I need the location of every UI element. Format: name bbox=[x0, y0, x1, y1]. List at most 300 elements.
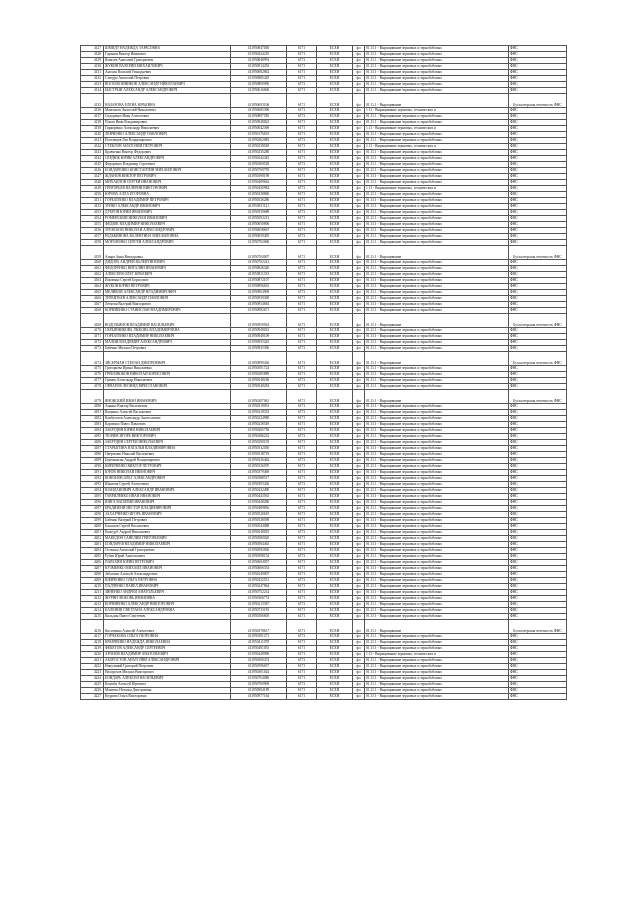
cell-person-type: фл bbox=[353, 530, 365, 536]
cell-activity: 01.11.1 - Выращивание зерновых и зернобобовых bbox=[365, 434, 509, 440]
cell-row-number: 4205 bbox=[81, 554, 104, 560]
cell-code: 6171 bbox=[287, 422, 317, 428]
cell-person-type: фл bbox=[353, 554, 365, 560]
cell-source: ФНС bbox=[509, 266, 567, 272]
cell-taxpayer-name: Бережнягин Андрей Владимирович bbox=[104, 458, 231, 464]
cell-taxpayer-name: Попов Иван Владимирович bbox=[104, 120, 231, 126]
cell-activity: 01.11.1 - Выращивание зерновых и зернобобовых bbox=[365, 296, 509, 302]
cell-activity: 01.11.1 - Выращивание зерновых и зернобобовых bbox=[365, 120, 509, 126]
cell-code: 6171 bbox=[287, 88, 317, 94]
cell-row-number: 4184 bbox=[81, 428, 104, 434]
cell-person-type: фл bbox=[353, 458, 365, 464]
cell-taxpayer-name: ДИДОРА АНДРЕЙ ВАЛЕНТИНОВИЧ bbox=[104, 260, 231, 266]
cell-tax-regime: ЕСХН bbox=[317, 518, 353, 524]
cell-inn: 411950448286 bbox=[231, 500, 287, 506]
cell-tax-regime: ЕСХН bbox=[317, 222, 353, 228]
cell-tax-regime: ЕСХН bbox=[317, 94, 353, 108]
cell-inn: 411950985425 bbox=[231, 76, 287, 82]
cell-activity: 01.11.1 - Выращивание зерновых и зернобобовых bbox=[365, 682, 509, 688]
cell-person-type: фл bbox=[353, 404, 365, 410]
cell-source: ФНС bbox=[509, 186, 567, 192]
cell-inn: 411950336070 bbox=[231, 464, 287, 470]
cell-code: 6171 bbox=[287, 390, 317, 404]
cell-inn: 411950702060 bbox=[231, 240, 287, 246]
cell-row-number: 4221 bbox=[81, 658, 104, 664]
cell-tax-regime: ЕСХН bbox=[317, 114, 353, 120]
cell-source: ФНС bbox=[509, 416, 567, 422]
cell-activity: 01.11.1 - Выращивание зерновых и зернобобовых bbox=[365, 440, 509, 446]
cell-activity: 01.11.1 - Выращивание зерновых и зернобобовых bbox=[365, 278, 509, 284]
cell-taxpayer-name: Гиркоренко Александр Николаевич bbox=[104, 126, 231, 132]
cell-code: 6171 bbox=[287, 608, 317, 614]
cell-inn: 411950262085 bbox=[231, 138, 287, 144]
cell-taxpayer-name: ШМИДТ НАДЕЖДА ТАРАСОВНА bbox=[104, 46, 231, 52]
cell-taxpayer-name: КИРИЧЕНКО ВИКТОР ПЕТРОВИЧ bbox=[104, 464, 231, 470]
cell-source bbox=[509, 246, 567, 260]
cell-code: 6171 bbox=[287, 458, 317, 464]
cell-taxpayer-name: РАДЬКИНОВА ВАЛЕНТИНА МИХАЙЛОВНА bbox=[104, 234, 231, 240]
cell-person-type: фл bbox=[353, 590, 365, 596]
cell-inn: 411950411078 bbox=[231, 640, 287, 646]
cell-activity: 01.11.1 - Выращивание зерновых и зернобобовых bbox=[365, 404, 509, 410]
cell-tax-regime: ЕСХН bbox=[317, 168, 353, 174]
cell-inn: 4119508470З0 bbox=[231, 46, 287, 52]
cell-person-type: фл bbox=[353, 578, 365, 584]
cell-tax-regime: ЕСХН bbox=[317, 334, 353, 340]
cell-row-number: 4177 bbox=[81, 378, 104, 384]
cell-person-type: фл bbox=[353, 422, 365, 428]
cell-code: 6171 bbox=[287, 640, 317, 646]
cell-code: 6171 bbox=[287, 108, 317, 114]
cell-row-number: 4199 bbox=[81, 518, 104, 524]
cell-person-type: фл bbox=[353, 64, 365, 70]
cell-code: 6171 bbox=[287, 46, 317, 52]
cell-taxpayer-name: Федоренко Владимир Сергеевич bbox=[104, 162, 231, 168]
cell-row-number: 4141 bbox=[81, 138, 104, 144]
cell-tax-regime: ЕСХН bbox=[317, 260, 353, 266]
cell-person-type: фл bbox=[353, 464, 365, 470]
cell-tax-regime: ЕСХН bbox=[317, 554, 353, 560]
cell-tax-regime: ЕСХН bbox=[317, 620, 353, 634]
cell-source: ФНС bbox=[509, 608, 567, 614]
cell-activity: 01.11.1 - Выращивание зерновых и зернобобовых bbox=[365, 70, 509, 76]
cell-code: 6171 bbox=[287, 284, 317, 290]
cell-inn: 411950285889 bbox=[231, 372, 287, 378]
cell-person-type: фл bbox=[353, 174, 365, 180]
cell-activity: 01.11.1 - Выращивание зерновых и зернобобовых bbox=[365, 584, 509, 590]
cell-inn: 411950598154 bbox=[231, 554, 287, 560]
cell-tax-regime: ЕСХН bbox=[317, 542, 353, 548]
cell-row-number: 4172 bbox=[81, 340, 104, 346]
cell-row-number: 4190 bbox=[81, 464, 104, 470]
cell-code: 6171 bbox=[287, 578, 317, 584]
cell-tax-regime: ЕСХН bbox=[317, 422, 353, 428]
cell-code: 6171 bbox=[287, 664, 317, 670]
cell-row-number: 4213 bbox=[81, 602, 104, 608]
cell-tax-regime: ЕСХН bbox=[317, 144, 353, 150]
cell-person-type: фл bbox=[353, 138, 365, 144]
cell-source: ФНС bbox=[509, 640, 567, 646]
cell-code: 6171 bbox=[287, 94, 317, 108]
cell-row-number: 4223 bbox=[81, 670, 104, 676]
cell-taxpayer-name: Амара Анна Викторовна bbox=[104, 246, 231, 260]
cell-person-type: фл bbox=[353, 198, 365, 204]
cell-tax-regime: ЕСХН bbox=[317, 138, 353, 144]
cell-inn: 411950539688 bbox=[231, 210, 287, 216]
cell-source: ФНС bbox=[509, 524, 567, 530]
cell-inn: 411950897585 bbox=[231, 114, 287, 120]
cell-inn: 411950580020 bbox=[231, 536, 287, 542]
cell-source: ФНС bbox=[509, 378, 567, 384]
table-row bbox=[81, 352, 567, 366]
cell-person-type: фл bbox=[353, 428, 365, 434]
cell-source-text: Бухгалтерская отчетность ФНС bbox=[513, 254, 562, 259]
cell-source: ФНС bbox=[509, 512, 567, 518]
cell-taxpayer-name: ПАРАХИН ЮРИЙ ПЕТРОВИЧ bbox=[104, 560, 231, 566]
cell-source: ФНС bbox=[509, 554, 567, 560]
cell-code: 6171 bbox=[287, 590, 317, 596]
cell-activity: 01.11.1 - Выращивание bbox=[365, 352, 509, 366]
cell-code: 6171 bbox=[287, 372, 317, 378]
cell-inn: 411950593213 bbox=[231, 216, 287, 222]
cell-taxpayer-name: Шкатова Сергей Алексеевич bbox=[104, 482, 231, 488]
cell-code: 6171 bbox=[287, 228, 317, 234]
cell-tax-regime: ЕСХН bbox=[317, 524, 353, 530]
cell-person-type: фл bbox=[353, 452, 365, 458]
cell-row-number: 4195 bbox=[81, 494, 104, 500]
cell-code: 6171 bbox=[287, 64, 317, 70]
cell-code: 6171 bbox=[287, 410, 317, 416]
cell-tax-regime: ЕСХН bbox=[317, 372, 353, 378]
cell-person-type: фл bbox=[353, 602, 365, 608]
cell-inn: 411950238549 bbox=[231, 422, 287, 428]
cell-person-type: фл bbox=[353, 652, 365, 658]
cell-activity: 01.11.1 - Выращивание зерновых и зернобобовых bbox=[365, 560, 509, 566]
cell-person-type: фл bbox=[353, 470, 365, 476]
cell-row-number: 4161 bbox=[81, 266, 104, 272]
cell-code: 6171 bbox=[287, 378, 317, 384]
cell-activity: 01.11.1 - Выращивание зерновых и зернобобовых bbox=[365, 366, 509, 372]
cell-taxpayer-name: ЖУКИН ВАЛЕРИЙ МИХАЙЛОВИЧ bbox=[104, 64, 231, 70]
cell-inn: 411950982671 bbox=[231, 308, 287, 314]
cell-tax-regime: ЕСХН bbox=[317, 428, 353, 434]
cell-person-type: фл bbox=[353, 186, 365, 192]
cell-activity: 01.11.1 - Выращивание зерновых и зернобобовых bbox=[365, 150, 509, 156]
cell-activity: 01.11.1 - Выращивание зерновых и зернобобовых bbox=[365, 372, 509, 378]
cell-row-number: 4173 bbox=[81, 346, 104, 352]
cell-activity: 01.11.1 - Выращивание зерновых и зернобобовых bbox=[365, 572, 509, 578]
cell-person-type: фл bbox=[353, 94, 365, 108]
cell-row-number: 4225 bbox=[81, 682, 104, 688]
cell-tax-regime: ЕСХН bbox=[317, 240, 353, 246]
cell-inn: 411950702241 bbox=[231, 260, 287, 266]
cell-tax-regime: ЕСХН bbox=[317, 476, 353, 482]
cell-activity: 01.11.1 - Выращивание зерновых и зернобобовых bbox=[365, 694, 509, 700]
cell-inn: 411950269528 bbox=[231, 162, 287, 168]
cell-row-number: 4206 bbox=[81, 560, 104, 566]
cell-code: 6171 bbox=[287, 58, 317, 64]
cell-inn: 411950306605 bbox=[231, 614, 287, 620]
cell-person-type: фл bbox=[353, 246, 365, 260]
cell-taxpayer-name: СТЕКЛОВ АНАТОЛИЙ ПЕТРОВИЧ bbox=[104, 144, 231, 150]
cell-person-type: фл bbox=[353, 284, 365, 290]
cell-tax-regime: ЕСХН bbox=[317, 76, 353, 82]
cell-source: ФНС bbox=[509, 682, 567, 688]
cell-activity: 01.11.1 - Выращивание bbox=[365, 94, 509, 108]
cell-tax-regime: ЕСХН bbox=[317, 494, 353, 500]
cell-person-type: фл bbox=[353, 670, 365, 676]
cell-taxpayer-name: МЕЛИКОВ АЛЕКСАНДР ВЛАДИМИРОВИЧ bbox=[104, 290, 231, 296]
cell-taxpayer-name: Григорьева Ирина Николаевна bbox=[104, 366, 231, 372]
table-row bbox=[81, 694, 567, 700]
cell-tax-regime: ЕСХН bbox=[317, 204, 353, 210]
cell-row-number: 4171 bbox=[81, 334, 104, 340]
cell-taxpayer-name: КОНОНОВ ОЛЕГ АЛЕКСАНДРОВИЧ bbox=[104, 476, 231, 482]
cell-taxpayer-name: КРАВЧЕНКО НАДЕЖДА НИКОЛАЕВНА bbox=[104, 640, 231, 646]
cell-source: ФНС bbox=[509, 168, 567, 174]
cell-source: ФНС bbox=[509, 664, 567, 670]
cell-source: ФНС bbox=[509, 584, 567, 590]
cell-row-number: 4165 bbox=[81, 290, 104, 296]
cell-source: ФНС bbox=[509, 278, 567, 284]
cell-activity: 01.11.1 - Выращивание зерновых и зернобобовых bbox=[365, 162, 509, 168]
cell-source: ФНС bbox=[509, 174, 567, 180]
cell-inn: 411950949023 bbox=[231, 328, 287, 334]
cell-inn: 411950544088 bbox=[231, 524, 287, 530]
registry-table-container bbox=[80, 45, 566, 700]
cell-inn: 411950848993 bbox=[231, 58, 287, 64]
cell-activity: 01.11.1 - Выращивание зерновых и зернобобовых bbox=[365, 614, 509, 620]
cell-inn: 411950769969 bbox=[231, 682, 287, 688]
cell-inn: 411950312030 bbox=[231, 446, 287, 452]
cell-tax-regime: ЕСХН bbox=[317, 272, 353, 278]
cell-code: 6171 bbox=[287, 334, 317, 340]
cell-tax-regime: ЕСХН bbox=[317, 234, 353, 240]
cell-source: ФНС bbox=[509, 614, 567, 620]
cell-code: 6171 bbox=[287, 204, 317, 210]
cell-code: 6171 bbox=[287, 246, 317, 260]
cell-source: ФНС bbox=[509, 260, 567, 266]
cell-row-number: 4152 bbox=[81, 204, 104, 210]
cell-tax-regime: ЕСХН bbox=[317, 390, 353, 404]
cell-taxpayer-name: Кожедуб Андрей Николаевич bbox=[104, 530, 231, 536]
cell-activity: 01.11.1 - Выращивание зерновых и зернобобовых bbox=[365, 646, 509, 652]
cell-taxpayer-name: Манечко Наталья Дмитриевна bbox=[104, 688, 231, 694]
cell-code: 6171 bbox=[287, 278, 317, 284]
cell-tax-regime: ЕСХН bbox=[317, 614, 353, 620]
cell-taxpayer-name: Кисиченко Алексей Алексеевич bbox=[104, 620, 231, 634]
cell-code: 6171 bbox=[287, 240, 317, 246]
cell-source: ФНС bbox=[509, 284, 567, 290]
cell-source: ФНС bbox=[509, 652, 567, 658]
cell-tax-regime: ЕСХН bbox=[317, 340, 353, 346]
cell-source: ФНС bbox=[509, 156, 567, 162]
cell-person-type: фл bbox=[353, 88, 365, 94]
cell-taxpayer-name: ЗАБРУДИН СЕРГЕЙ НИКОЛАЕВИЧ bbox=[104, 440, 231, 446]
cell-source: ФНС bbox=[509, 602, 567, 608]
cell-tax-regime: ЕСХН bbox=[317, 150, 353, 156]
cell-activity: 01.11.1 - Выращивание зерновых и зернобобовых bbox=[365, 446, 509, 452]
cell-person-type: фл bbox=[353, 278, 365, 284]
cell-code: 6171 bbox=[287, 234, 317, 240]
cell-source: ФНС bbox=[509, 108, 567, 114]
cell-row-number: 4182 bbox=[81, 416, 104, 422]
cell-tax-regime: ЕСХН bbox=[317, 634, 353, 640]
cell-taxpayer-name: Стецура Анатолий Петрович bbox=[104, 76, 231, 82]
cell-tax-regime: ЕСХН bbox=[317, 352, 353, 366]
cell-inn: 411950265750 bbox=[231, 428, 287, 434]
cell-person-type: фл bbox=[353, 524, 365, 530]
cell-inn: 411950914292 bbox=[231, 64, 287, 70]
cell-activity: 01.11.1 - Выращивание зерновых и зернобобовых bbox=[365, 548, 509, 554]
cell-person-type: фл bbox=[353, 114, 365, 120]
cell-activity: 01.11.1 - Выращивание зерновых и зернобобовых bbox=[365, 530, 509, 536]
cell-inn: 411950954684 bbox=[231, 302, 287, 308]
cell-code: 6171 bbox=[287, 548, 317, 554]
cell-person-type: фл bbox=[353, 222, 365, 228]
cell-source: ФНС bbox=[509, 440, 567, 446]
cell-tax-regime: ЕСХН bbox=[317, 246, 353, 260]
cell-inn: 411950409662 bbox=[231, 180, 287, 186]
cell-inn: 411950481053 bbox=[231, 646, 287, 652]
cell-source: ФНС bbox=[509, 428, 567, 434]
cell-tax-regime: ЕСХН bbox=[317, 488, 353, 494]
cell-code: 6171 bbox=[287, 138, 317, 144]
cell-row-number: 4215 bbox=[81, 614, 104, 620]
cell-inn: 411950501724 bbox=[231, 366, 287, 372]
cell-code: 6171 bbox=[287, 340, 317, 346]
cell-source: ФНС bbox=[509, 658, 567, 664]
cell-code: 6171 bbox=[287, 694, 317, 700]
cell-person-type: фл bbox=[353, 658, 365, 664]
cell-person-type: фл bbox=[353, 390, 365, 404]
cell-source: ФНС bbox=[509, 64, 567, 70]
cell-person-type: фл bbox=[353, 620, 365, 634]
cell-row-number: 4210 bbox=[81, 584, 104, 590]
cell-code: 6171 bbox=[287, 452, 317, 458]
cell-inn: 411950704086 bbox=[231, 676, 287, 682]
cell-person-type: фл bbox=[353, 296, 365, 302]
cell-code: 6171 bbox=[287, 596, 317, 602]
cell-taxpayer-name: Ильченко Сергей Борисович bbox=[104, 278, 231, 284]
cell-tax-regime: ЕСХН bbox=[317, 52, 353, 58]
cell-code: 6171 bbox=[287, 352, 317, 366]
cell-activity: 01.11.1 - Выращивание зерновых и зернобобовых bbox=[365, 328, 509, 334]
cell-taxpayer-name: КОРНИЕНКО АЛЕКСАНДР ВИКТОРОВИЧ bbox=[104, 602, 231, 608]
cell-person-type: фл bbox=[353, 82, 365, 88]
cell-activity: 01.11.1 - Выращивание зерновых и зернобобовых bbox=[365, 458, 509, 464]
cell-source: ФНС bbox=[509, 634, 567, 640]
cell-inn: 411950935396 bbox=[231, 346, 287, 352]
cell-inn: 411950769795 bbox=[231, 168, 287, 174]
cell-tax-regime: ЕСХН bbox=[317, 314, 353, 328]
cell-code: 6171 bbox=[287, 328, 317, 334]
cell-source: ФНС bbox=[509, 372, 567, 378]
cell-source: ФНС bbox=[509, 126, 567, 132]
cell-tax-regime: ЕСХН bbox=[317, 180, 353, 186]
cell-inn: 411950388517 bbox=[231, 476, 287, 482]
cell-tax-regime: ЕСХН bbox=[317, 446, 353, 452]
cell-taxpayer-name: ТЕРЕНТЬЕВ АЛЕКСАНДР ПАВЛОВИЧ bbox=[104, 296, 231, 302]
cell-taxpayer-name: СКРЫПНИКОВА ЛЮБОВЬ ВЛАДИМИРОВНА bbox=[104, 328, 231, 334]
cell-tax-regime: ЕСХН bbox=[317, 404, 353, 410]
cell-row-number: 4167 bbox=[81, 302, 104, 308]
cell-tax-regime: ЕСХН bbox=[317, 688, 353, 694]
cell-code: 6171 bbox=[287, 296, 317, 302]
cell-source: ФНС bbox=[509, 670, 567, 676]
cell-person-type: фл bbox=[353, 476, 365, 482]
cell-inn: 411950548186 bbox=[231, 378, 287, 384]
cell-taxpayer-name: Каибулатов Александр Анатольевич bbox=[104, 416, 231, 422]
cell-source: ФНС bbox=[509, 542, 567, 548]
cell-person-type: фл bbox=[353, 434, 365, 440]
cell-source: ФНС bbox=[509, 494, 567, 500]
cell-activity: 01.11.1 - Выращивание зерновых и зернобобовых bbox=[365, 138, 509, 144]
cell-code: 6171 bbox=[287, 512, 317, 518]
cell-taxpayer-name: Бабенко Михаил Петрович bbox=[104, 346, 231, 352]
cell-person-type: фл bbox=[353, 488, 365, 494]
cell-inn: 411950606354 bbox=[231, 566, 287, 572]
cell-row-number: 4193 bbox=[81, 482, 104, 488]
cell-source: ФНС bbox=[509, 518, 567, 524]
cell-activity: 01.11.1 - Выращивание зерновых и зернобобовых bbox=[365, 488, 509, 494]
cell-row-number: 4158 bbox=[81, 240, 104, 246]
cell-activity: 01.11.1 - Выращивание зерновых и зернобобовых bbox=[365, 608, 509, 614]
cell-source: ФНС bbox=[509, 114, 567, 120]
cell-taxpayer-name: Коцюба Алексей Юрьевич bbox=[104, 682, 231, 688]
cell-tax-regime: ЕСХН bbox=[317, 416, 353, 422]
cell-inn: 411950366774 bbox=[231, 596, 287, 602]
cell-taxpayer-name: Ананко Виктор Васильевич bbox=[104, 404, 231, 410]
cell-row-number: 4216 bbox=[81, 620, 104, 634]
table-row bbox=[81, 620, 567, 634]
cell-source bbox=[509, 390, 567, 404]
cell-tax-regime: ЕСХН bbox=[317, 682, 353, 688]
cell-code: 6171 bbox=[287, 464, 317, 470]
cell-person-type: фл bbox=[353, 76, 365, 82]
cell-activity: 01.11.1 - Выращивание зерновых и зернобобовых bbox=[365, 340, 509, 346]
cell-row-number: 4155 bbox=[81, 222, 104, 228]
cell-taxpayer-name: ЗУЙКО АЛЕКСАНДР ИВАНОВИЧ bbox=[104, 204, 231, 210]
cell-taxpayer-name: ДУБРОВ ЮРИЙ ИВАНОВИЧ bbox=[104, 210, 231, 216]
cell-person-type: фл bbox=[353, 664, 365, 670]
cell-taxpayer-name: ЗАБРУДИН ЮРИЙ НИКОЛАЕВИЧ bbox=[104, 428, 231, 434]
cell-row-number: 4181 bbox=[81, 410, 104, 416]
cell-activity: 01.11.1 - Выращивание зерновых и зернобобовых bbox=[365, 596, 509, 602]
cell-activity: 01.11.1 - Выращивание зерновых и зернобобовых bbox=[365, 198, 509, 204]
cell-person-type: фл bbox=[353, 446, 365, 452]
cell-row-number: 4203 bbox=[81, 542, 104, 548]
cell-code: 6171 bbox=[287, 82, 317, 88]
cell-tax-regime: ЕСХН bbox=[317, 470, 353, 476]
cell-row-number: 4160 bbox=[81, 260, 104, 266]
cell-row-number: 4140 bbox=[81, 132, 104, 138]
cell-person-type: фл bbox=[353, 234, 365, 240]
cell-taxpayer-name: Нахорохов Михаил Викторович bbox=[104, 670, 231, 676]
cell-inn: 411950213367 bbox=[231, 602, 287, 608]
cell-code: 6171 bbox=[287, 688, 317, 694]
cell-activity: 01.11.1 - Выращивание bbox=[365, 314, 509, 328]
cell-row-number: 4163 bbox=[81, 278, 104, 284]
cell-taxpayer-name: Мамонтов Анатолий Николаевич bbox=[104, 108, 231, 114]
cell-code: 6171 bbox=[287, 620, 317, 634]
cell-inn: 411950238549 bbox=[231, 144, 287, 150]
cell-row-number: 4129 bbox=[81, 58, 104, 64]
cell-source: ФНС bbox=[509, 204, 567, 210]
cell-source: ФНС bbox=[509, 404, 567, 410]
cell-activity: 01.11.1 - Выращивание зерновых и зернобобовых bbox=[365, 222, 509, 228]
cell-code: 6171 bbox=[287, 494, 317, 500]
